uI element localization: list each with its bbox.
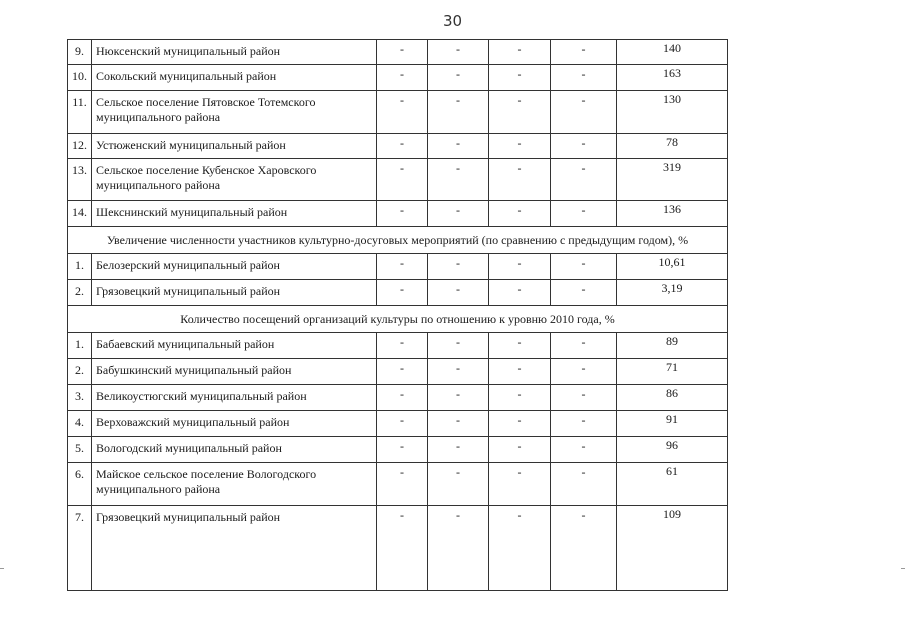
row-number: 5.: [68, 437, 92, 463]
row-number: 3.: [68, 385, 92, 411]
municipality-name: Сельское поселение Кубенское Харовского муниципального района: [92, 159, 377, 201]
cell-col-1: -: [377, 437, 428, 463]
cell-col-1: -: [377, 333, 428, 359]
cell-col-3: -: [489, 91, 551, 134]
municipality-name: Устюженский муниципальный район: [92, 134, 377, 159]
cell-col-4: -: [551, 333, 617, 359]
cell-col-2: -: [428, 201, 489, 227]
cell-col-1: -: [377, 254, 428, 280]
table-row: [68, 280, 728, 306]
table-row: [68, 134, 728, 159]
cell-col-2: -: [428, 385, 489, 411]
cell-col-2: -: [428, 506, 489, 591]
row-number: 11.: [68, 91, 92, 134]
cell-col-3: -: [489, 254, 551, 280]
cell-col-3: -: [489, 201, 551, 227]
cell-col-3: -: [489, 359, 551, 385]
cell-col-3: -: [489, 280, 551, 306]
table-row: [68, 254, 728, 280]
cell-col-3: -: [489, 463, 551, 506]
cell-col-1: -: [377, 159, 428, 201]
cell-value: 78: [617, 134, 728, 159]
cell-col-3: -: [489, 411, 551, 437]
cell-col-4: -: [551, 437, 617, 463]
cell-value: 71: [617, 359, 728, 385]
row-number: 14.: [68, 201, 92, 227]
table-row: [68, 359, 728, 385]
row-number: 7.: [68, 506, 92, 591]
cell-col-4: -: [551, 40, 617, 65]
cell-value: 319: [617, 159, 728, 201]
cell-col-4: -: [551, 159, 617, 201]
row-number: 12.: [68, 134, 92, 159]
section-heading: Количество посещений организаций культуры по отношению к уровню 2010 года, %: [68, 306, 728, 333]
cell-col-3: -: [489, 333, 551, 359]
table-row: [68, 65, 728, 91]
cell-col-4: -: [551, 463, 617, 506]
cell-col-3: -: [489, 506, 551, 591]
left-scan-edge-mark: [0, 568, 4, 569]
cell-col-4: -: [551, 65, 617, 91]
cell-col-1: -: [377, 280, 428, 306]
row-number: 2.: [68, 280, 92, 306]
cell-col-2: -: [428, 280, 489, 306]
cell-col-2: -: [428, 254, 489, 280]
cell-col-1: -: [377, 91, 428, 134]
cell-col-2: -: [428, 40, 489, 65]
cell-col-4: -: [551, 201, 617, 227]
cell-value: 130: [617, 91, 728, 134]
municipality-name: Грязовецкий муниципальный район: [92, 280, 377, 306]
cell-col-4: -: [551, 411, 617, 437]
table-row: [68, 40, 728, 65]
cell-col-1: -: [377, 65, 428, 91]
table-row: [68, 437, 728, 463]
cell-col-1: -: [377, 40, 428, 65]
row-number: 4.: [68, 411, 92, 437]
cell-value: 136: [617, 201, 728, 227]
row-number: 6.: [68, 463, 92, 506]
municipality-name: Сельское поселение Пятовское Тотемского муниципального района: [92, 91, 377, 134]
table-row: [68, 333, 728, 359]
municipality-name: Бабаевский муниципальный район: [92, 333, 377, 359]
table-row: [68, 201, 728, 227]
row-number: 10.: [68, 65, 92, 91]
municipality-name: Вологодский муниципальный район: [92, 437, 377, 463]
cell-col-4: -: [551, 385, 617, 411]
cell-value: 61: [617, 463, 728, 506]
municipality-name: Нюксенский муниципальный район: [92, 40, 377, 65]
cell-col-4: -: [551, 359, 617, 385]
cell-col-3: -: [489, 40, 551, 65]
cell-col-2: -: [428, 134, 489, 159]
cell-col-2: -: [428, 463, 489, 506]
section-row: [68, 227, 728, 254]
cell-value: 91: [617, 411, 728, 437]
cell-value: 109: [617, 506, 728, 591]
cell-col-3: -: [489, 385, 551, 411]
page-number: 30: [442, 12, 463, 30]
cell-value: 10,61: [617, 254, 728, 280]
row-number: 2.: [68, 359, 92, 385]
cell-value: 89: [617, 333, 728, 359]
cell-value: 96: [617, 437, 728, 463]
cell-col-2: -: [428, 437, 489, 463]
cell-value: 86: [617, 385, 728, 411]
right-scan-edge-mark: [901, 568, 905, 569]
cell-col-3: -: [489, 134, 551, 159]
section-row: [68, 306, 728, 333]
table-row: [68, 385, 728, 411]
municipality-name: Бабушкинский муниципальный район: [92, 359, 377, 385]
cell-col-3: -: [489, 65, 551, 91]
cell-col-2: -: [428, 65, 489, 91]
cell-col-2: -: [428, 333, 489, 359]
table-row: [68, 91, 728, 134]
cell-col-1: -: [377, 506, 428, 591]
cell-col-1: -: [377, 201, 428, 227]
cell-col-1: -: [377, 463, 428, 506]
row-number: 9.: [68, 40, 92, 65]
cell-col-1: -: [377, 411, 428, 437]
cell-col-2: -: [428, 91, 489, 134]
table-row: [68, 411, 728, 437]
cell-col-1: -: [377, 134, 428, 159]
cell-col-2: -: [428, 159, 489, 201]
municipality-name: Великоустюгский муниципальный район: [92, 385, 377, 411]
cell-col-4: -: [551, 91, 617, 134]
cell-col-2: -: [428, 411, 489, 437]
cell-col-1: -: [377, 385, 428, 411]
municipality-name: Белозерский муниципальный район: [92, 254, 377, 280]
row-number: 1.: [68, 333, 92, 359]
table-row: [68, 463, 728, 506]
row-number: 1.: [68, 254, 92, 280]
section-heading: Увеличение численности участников культурно-досуговых мероприятий (по сравнению с предыдущим годом), %: [68, 227, 728, 254]
cell-value: 3,19: [617, 280, 728, 306]
table-row: [68, 506, 728, 591]
cell-col-1: -: [377, 359, 428, 385]
municipality-name: Верховажский муниципальный район: [92, 411, 377, 437]
municipality-name: Шекснинский муниципальный район: [92, 201, 377, 227]
cell-col-3: -: [489, 159, 551, 201]
indicator-table: [67, 39, 728, 591]
municipality-name: Грязовецкий муниципальный район: [92, 506, 377, 591]
table-row: [68, 159, 728, 201]
municipality-name: Майское сельское поселение Вологодского муниципального района: [92, 463, 377, 506]
cell-value: 163: [617, 65, 728, 91]
row-number: 13.: [68, 159, 92, 201]
cell-col-3: -: [489, 437, 551, 463]
cell-col-4: -: [551, 506, 617, 591]
cell-col-4: -: [551, 254, 617, 280]
cell-value: 140: [617, 40, 728, 65]
cell-col-4: -: [551, 280, 617, 306]
municipality-name: Сокольский муниципальный район: [92, 65, 377, 91]
cell-col-4: -: [551, 134, 617, 159]
cell-col-2: -: [428, 359, 489, 385]
